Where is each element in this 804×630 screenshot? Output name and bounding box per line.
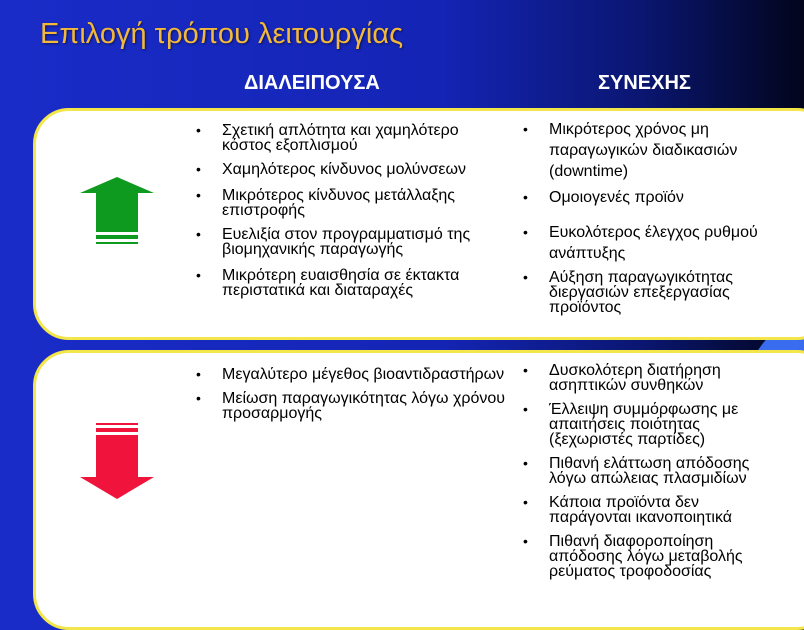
list-item: • Ευκολότερος έλεγχος ρυθμού ανάπτυξης <box>523 222 773 264</box>
advantages-panel <box>33 108 804 340</box>
list-item: • Μεγαλύτερο μέγεθος βιοαντιδραστήρων <box>196 367 506 382</box>
list-item: • Χαμηλότερος κίνδυνος μολύνσεων <box>196 162 506 177</box>
list-item: • Μικρότερος χρόνος μη παραγωγικών διαδικασιών (downtime) <box>523 119 773 182</box>
disadvantages-intermittent-list <box>196 367 506 421</box>
list-item: • Αύξηση παραγωγικότητας διεργασιών επεξεργασίας προϊόντος <box>523 270 773 315</box>
list-item: • Μείωση παραγωγικότητας λόγω χρόνου προσαρμογής <box>196 391 506 421</box>
column-header-continuous: ΣΥΝΕΧΗΣ <box>598 72 691 94</box>
list-item: • Ομοιογενές προϊόν <box>523 190 773 205</box>
column-header-intermittent: ΔΙΑΛΕΙΠΟΥΣΑ <box>244 72 380 94</box>
list-item: • Ευελιξία στον προγραμματισμό της βιομηχανικής παραγωγής <box>196 227 506 257</box>
disadvantages-panel <box>33 350 804 630</box>
list-item: • Κάποια προϊόντα δεν παράγονται ικανοποιητικά <box>523 495 773 525</box>
disadvantages-continuous-list <box>523 363 773 579</box>
down-arrow-icon <box>78 421 156 501</box>
list-item: • Μικρότερος κίνδυνος μετάλλαξης επιστροφής <box>196 188 506 218</box>
list-item: • Πιθανή διαφοροποίηση απόδοσης λόγω μεταβολής ρεύματος τροφοδοσίας <box>523 534 773 579</box>
list-item: • Μικρότερη ευαισθησία σε έκτακτα περιστατικά και διαταραχές <box>196 268 506 298</box>
list-item: • Πιθανή ελάττωση απόδοσης λόγω απώλειας πλασμιδίων <box>523 456 773 486</box>
list-item: • Σχετική απλότητα και χαμηλότερο κόστος εξοπλισμού <box>196 123 506 153</box>
slide-title: Επιλογή τρόπου λειτουργίας <box>40 18 404 50</box>
list-item: • Δυσκολότερη διατήρηση ασηπτικών συνθηκών <box>523 363 773 393</box>
advantages-intermittent-list <box>196 123 506 298</box>
up-arrow-icon <box>78 175 156 255</box>
advantages-continuous-list <box>523 119 773 315</box>
list-item: • Έλλειψη συμμόρφωσης με απαιτήσεις ποιότητας (ξεχωριστές παρτίδες) <box>523 402 773 447</box>
